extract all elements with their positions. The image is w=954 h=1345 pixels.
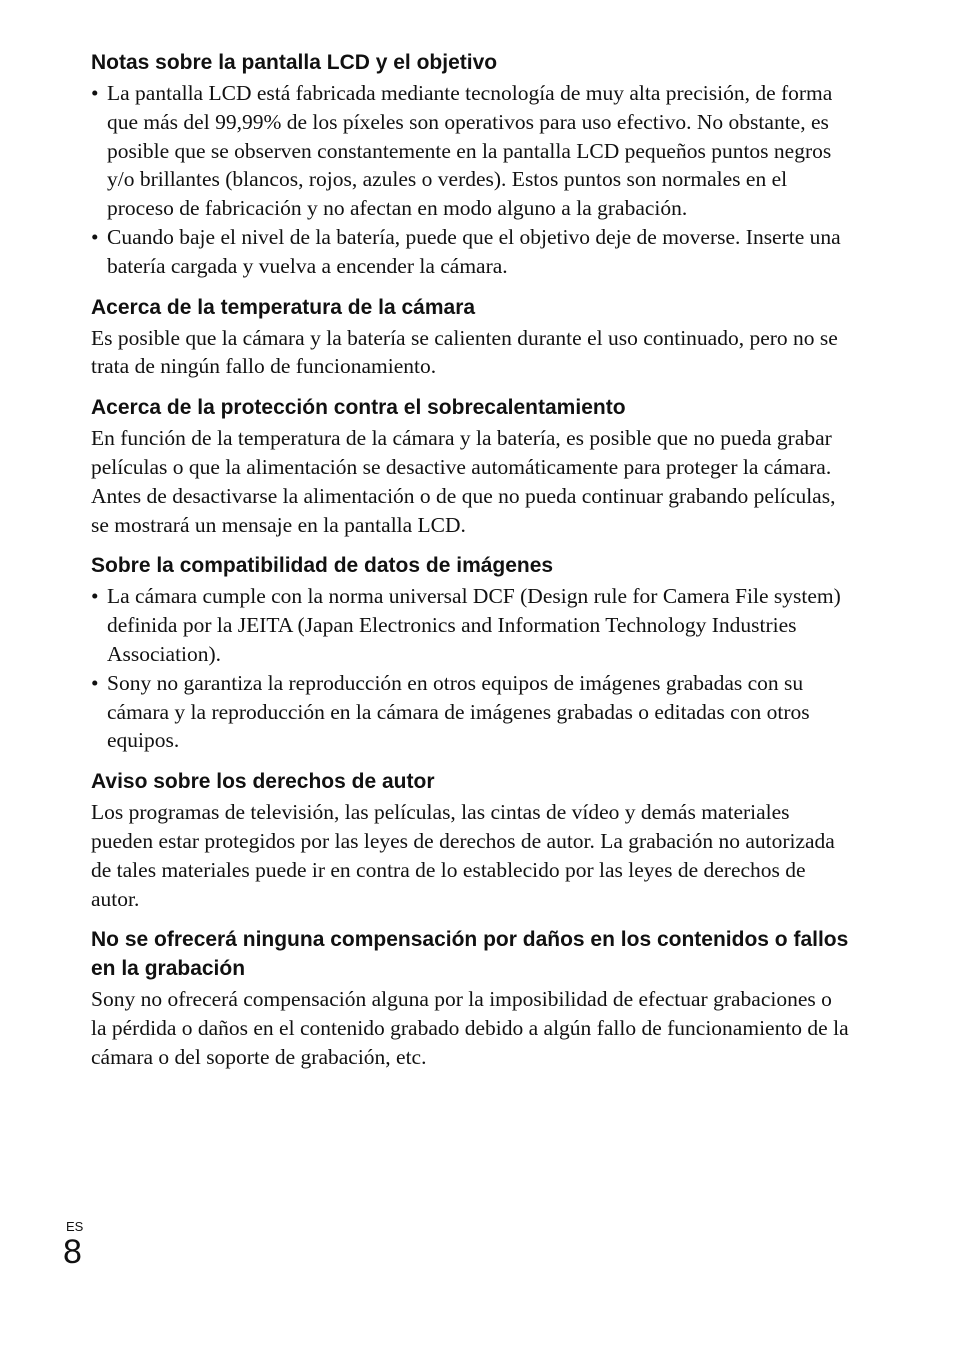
list-item: [91, 79, 851, 223]
list-item-text: Cuando baje el nivel de la batería, puede que el objetivo deje de moverse. Inserte una batería cargada y vuelva a encender la cámara.: [107, 224, 841, 278]
section-heading: Aviso sobre los derechos de autor: [91, 770, 435, 794]
page-language-label: ES: [66, 1219, 84, 1234]
section-heading: No se ofrecerá ninguna compensación por daños en los contenidos o fallos en la grabación: [91, 928, 849, 981]
section-heading: Acerca de la temperatura de la cámara: [91, 295, 476, 319]
paragraph: Antes de desactivarse la alimentación o de que no pueda continuar grabando películas, se mostrará un mensaje en la pantalla LCD.: [91, 483, 836, 537]
bullet-list: [91, 582, 851, 755]
section-overheating: [91, 393, 851, 539]
list-item-text: La cámara cumple con la norma universal DCF (Design rule for Camera File system) definida por la JEITA (Japan Electronics and Information Technology Industries Association).: [107, 584, 841, 666]
section-heading: Acerca de la protección contra el sobrecalentamiento: [91, 396, 626, 420]
page-number: 8: [63, 1233, 82, 1271]
section-heading: Notas sobre la pantalla LCD y el objetivo: [91, 51, 498, 74]
section-temperature: [91, 293, 851, 382]
paragraph: Los programas de televisión, las películas, las cintas de vídeo y demás materiales pueden estar protegidos por las leyes de derechos de autor. La grabación no autorizada de tales materiales puede ir en contra de lo establecido por las leyes de derechos de autor.: [91, 800, 835, 911]
bullet-glyph: •: [91, 224, 99, 249]
paragraph: Es posible que la cámara y la batería se calienten durante el uso continuado, pero no se trata de ningún fallo de funcionamiento.: [91, 325, 838, 379]
list-item: [91, 582, 851, 668]
section-no-compensation: [91, 925, 851, 1071]
list-item-text: Sony no garantiza la reproducción en otros equipos de imágenes grabadas con su cámara y la reproducción en la cámara de imágenes grabadas o editadas con otros equipos.: [107, 670, 810, 753]
section-copyright: [91, 767, 851, 913]
document-body: [91, 48, 851, 1072]
bullet-glyph: •: [91, 584, 99, 609]
paragraph: Sony no ofrecerá compensación alguna por la imposibilidad de efectuar grabaciones o la pérdida o daños en el contenido grabado debido a algún fallo de funcionamiento de la cámara o del soporte de grabación, etc.: [91, 987, 849, 1069]
section-lcd-notes: [91, 48, 851, 281]
list-item-text: La pantalla LCD está fabricada mediante tecnología de muy alta precisión, de forma que más del 99,99% de los píxeles son operativos para uso efectivo. No obstante, es posible que se observen constantemente en la pantalla LCD pequeños puntos negros y/o brillantes (blancos, rojos, azules o verdes). Estos puntos son normales en el proceso de fabricación y no afectan en modo alguno a la grabación.: [107, 81, 833, 221]
bullet-glyph: •: [91, 81, 99, 105]
paragraph: En función de la temperatura de la cámara y la batería, es posible que no pueda grabar películas o que la alimentación se desactive automáticamente para proteger la cámara.: [91, 426, 832, 479]
bullet-list: [91, 79, 851, 281]
section-image-compatibility: [91, 551, 851, 755]
bullet-glyph: •: [91, 670, 99, 695]
list-item: [91, 223, 851, 281]
list-item: [91, 669, 851, 755]
section-heading: Sobre la compatibilidad de datos de imágenes: [91, 554, 554, 578]
